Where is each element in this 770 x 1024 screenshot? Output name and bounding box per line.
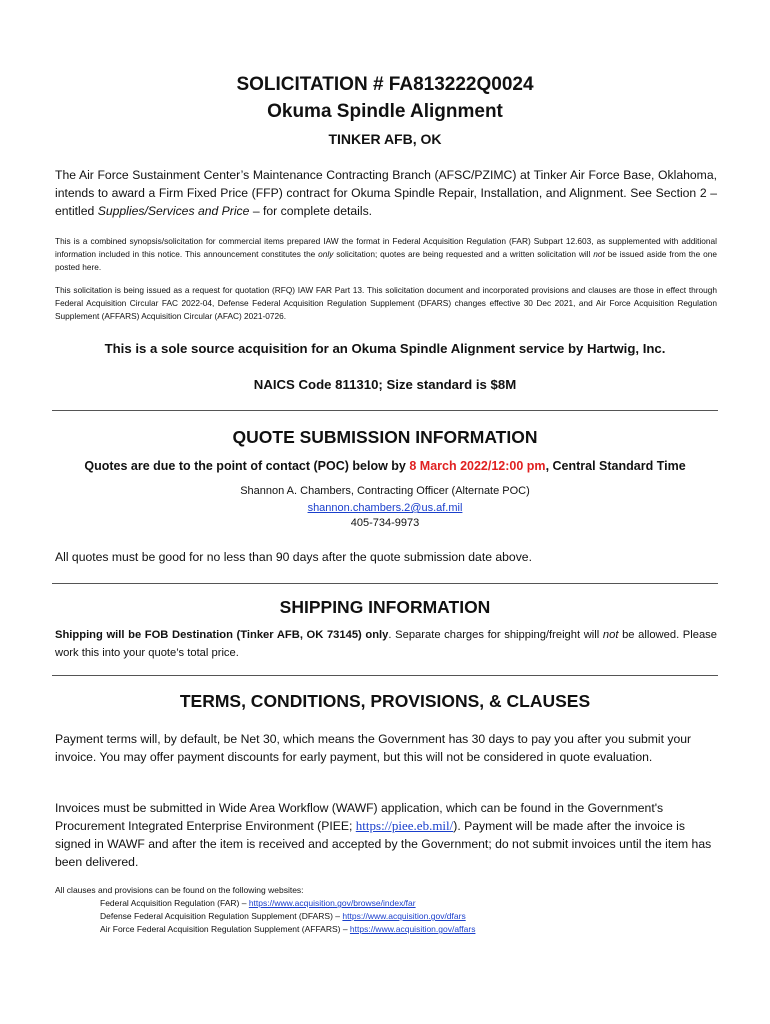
divider — [52, 675, 718, 676]
divider — [52, 410, 718, 411]
naics-statement: NAICS Code 811310; Size standard is $8M — [253, 377, 517, 392]
poc-email-link[interactable]: shannon.chambers.2@us.af.mil — [307, 502, 463, 514]
clause-dfars: Defense Federal Acquisition Regulation Supplement (DFARS) – https://www.acquisition.gov/dfars — [100, 911, 466, 921]
due-date: 8 March 2022/12:00 pm — [409, 459, 546, 473]
sole-source-statement: This is a sole source acquisition for an Okuma Spindle Alignment service by Hartwig, Inc. — [104, 341, 666, 356]
divider — [52, 583, 718, 584]
synopsis-paragraph: This is a combined synopsis/solicitation for commercial items prepared IAW the format in Federal Acquisition Regulation (FAR) Subpart 12.603, as supplemented with additional information included in this notice. This announcement constitutes the only solicitation; quotes are being requested and a written solicitation will not be issued aside from the one posted here. — [55, 236, 717, 272]
quote-validity: All quotes must be good for no less than 90 days after the quote submission date above. — [55, 550, 532, 564]
clause-far: Federal Acquisition Regulation (FAR) – https://www.acquisition.gov/browse/index/far — [100, 898, 416, 908]
solicitation-number: SOLICITATION # FA813222Q0024 — [236, 74, 534, 95]
invoice-paragraph: Invoices must be submitted in Wide Area Workflow (WAWF) application, which can be found in the Government's Procurement Integrated Enterprise Environment (PIEE; https://piee.eb.mil/). Payment will be made after the invoice is signed in WAWF and after the item is received and accepted by the Government; do not submit invoices until the item has been delivered. — [55, 801, 712, 869]
shipping-paragraph: Shipping will be FOB Destination (Tinker AFB, OK 73145) only. Separate charges for shipping/freight will not be allowed. Please work this into your quote’s total price. — [55, 629, 717, 659]
affars-link[interactable]: https://www.acquisition.gov/affars — [349, 924, 476, 934]
poc-email-row — [0, 502, 770, 514]
poc-name: Shannon A. Chambers, Contracting Officer (Alternate POC) — [240, 485, 530, 497]
intro-paragraph: The Air Force Sustainment Center’s Maintenance Contracting Branch (AFSC/PZIMC) at Tinker Air Force Base, Oklahoma, intends to award a Firm Fixed Price (FFP) contract for Okuma Spindle Repair, Installation, and Alignment. See Section 2 – entitled Supplies/Services and Price – for complete details. — [55, 168, 717, 218]
piee-link[interactable]: https://piee.eb.mil/ — [355, 818, 454, 833]
location: TINKER AFB, OK — [328, 131, 442, 147]
due-date-line: Quotes are due to the point of contact (POC) below by 8 March 2022/12:00 pm, Central Standard Time — [84, 459, 686, 473]
project-title: Okuma Spindle Alignment — [267, 101, 503, 122]
far-link[interactable]: https://www.acquisition.gov/browse/index/far — [248, 898, 416, 908]
clauses-list — [55, 884, 717, 936]
dfars-link[interactable]: https://www.acquisition.gov/dfars — [342, 911, 466, 921]
shipping-heading: SHIPPING INFORMATION — [279, 597, 491, 617]
poc-phone: 405-734-9973 — [350, 517, 420, 529]
clauses-intro: All clauses and provisions can be found on the following websites: — [55, 885, 304, 895]
payment-terms: Payment terms will, by default, be Net 30, which means the Government has 30 days to pay you after you submit your invoice. You may offer payment discounts for early payment, but this will not be considered in quote evaluation. — [55, 732, 692, 764]
quote-heading: QUOTE SUBMISSION INFORMATION — [232, 427, 538, 447]
rfq-paragraph: This solicitation is being issued as a request for quotation (RFQ) IAW FAR Part 13. This solicitation document and incorporated provisions and clauses are those in effect through Federal Acquisition Circular FAC 2022-04, Defense Federal Acquisition Regulation Supplement (DFARS) changes effective 30 Dec 2021, and Air Force Acquisition Regulation Supplement (AFFARS) Acquisition Circular (AFAC) 2021-0726. — [55, 285, 717, 321]
clause-affars: Air Force Federal Acquisition Regulation Supplement (AFFARS) – https://www.acquisition.gov/affars — [100, 924, 476, 934]
terms-heading: TERMS, CONDITIONS, PROVISIONS, & CLAUSES — [179, 691, 591, 711]
